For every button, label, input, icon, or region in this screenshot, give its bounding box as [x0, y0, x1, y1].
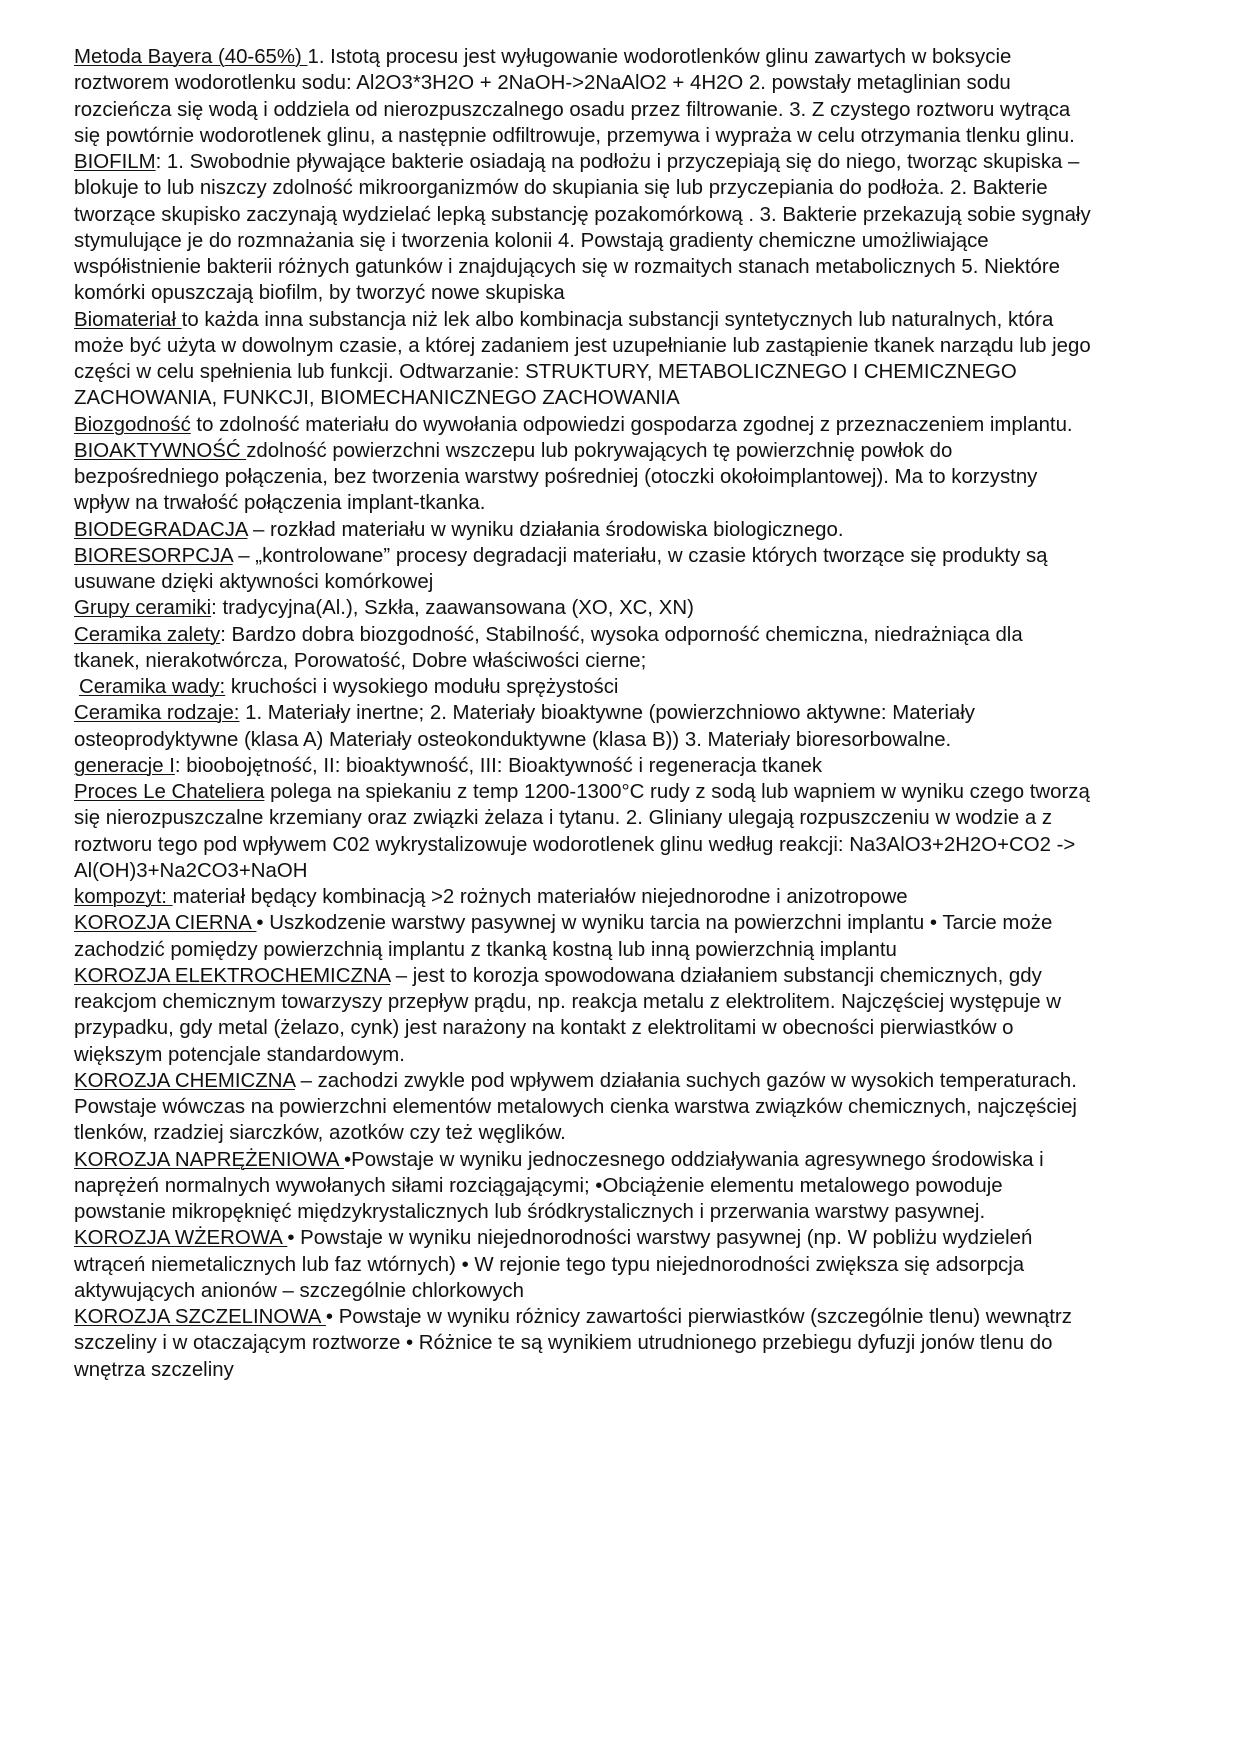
entry-generacje: [74, 753, 1094, 779]
entry-bioaktywnosc: [74, 438, 1094, 517]
entry-term: BIODEGRADACJA: [74, 518, 248, 541]
entry-term: Metoda Bayera (40-65%): [74, 46, 308, 68]
entry-term: KOROZJA WŻEROWA: [74, 1227, 288, 1250]
entry-body: – rozkład materiału w wyniku działania środowiska biologicznego.: [247, 518, 844, 541]
entry-biomaterial: [74, 307, 1094, 412]
entry-term: KOROZJA ELEKTROCHEMICZNA: [74, 964, 391, 987]
document-page: [74, 44, 1094, 1383]
entry-bioresorpcja: [74, 543, 1094, 596]
entry-korozja-szczelinowa: [74, 1304, 1094, 1383]
entry-kompozyt: [74, 884, 1094, 910]
entry-body: – „kontrolowane” procesy degradacji materiału, w czasie których tworzące się produkty są usuwane dzięki aktywności komórkowej: [74, 544, 1048, 593]
entry-body: • Powstaje w wyniku różnicy zawartości pierwiastków (szczególnie tlenu) wewnątrz szczeliny i w otaczającym roztworze • Różnice te są wynikiem utrudnionego przebiegu dyfuzji jonów tlenu do wnętrza szczeliny: [74, 1306, 1072, 1381]
entry-body: materiał będący kombinacją >2 rożnych materiałów niejednorodne i anizotropowe: [172, 886, 908, 908]
entry-term: generacje I: [74, 754, 175, 777]
entry-body: 1. Istotą procesu jest wyługowanie wodorotlenków glinu zawartych w boksycie roztworem wodorotlenku sodu: Al2O3*3H2O + 2NaOH->2NaAlO2 + 4H2O 2. powstały metaglinian sodu rozcieńcza się wodą i oddziela od nierozpuszczalnego osadu przez filtrowanie. 3. Z czystego roztworu wytrąca się powtórnie wodorotlenek glinu, a następnie odfiltrowuje, przemywa i wypraża w celu otrzymania tlenku glinu.: [74, 46, 1075, 147]
entry-body: : bioobojętność, II: bioaktywność, III: Bioaktywność i regeneracja tkanek: [174, 754, 823, 777]
entry-body: polega na spiekaniu z temp 1200-1300°C rudy z sodą lub wapniem w wyniku czego tworzą się nierozpuszczalne krzemiany oraz związki żelaza i tytanu. 2. Gliniany ulegają rozpuszczeniu w wodzie a z roztworu tego pod wpływem C02 wykrystalizowuje wodorotlenek glinu według reakcji: Na3AlO3+2H2O+CO2 -> Al(OH)3+Na2CO3+NaOH: [74, 781, 1090, 882]
entry-term: Ceramika rodzaje:: [74, 702, 240, 725]
entry-korozja-naprezeniowa: [74, 1147, 1094, 1226]
entry-body: zdolność powierzchni wszczepu lub pokrywających tę powierzchnię powłok do bezpośredniego połączenia, bez tworzenia warstwy pośredniej (otoczki okołoimplantowej). Ma to korzystny wpływ na trwałość połączenia implant-tkanka.: [74, 439, 1038, 515]
entry-body: • Uszkodzenie warstwy pasywnej w wyniku tarcia na powierzchni implantu • Tarcie może zachodzić pomiędzy powierzchnią implantu z tkanką kostną lub inną powierzchnią implantu: [74, 912, 1053, 961]
entry-body: to każda inna substancja niż lek albo kombinacja substancji syntetycznych lub naturalnych, która może być użyta w dowolnym czasie, a której zadaniem jest uzupełnianie lub zastąpienie tkanek narządu lub jego części w celu spełnienia lub funkcji. Odtwarzanie: STRUKTURY, METABOLICZNEGO I CHEMICZNEGO ZACHOWANIA, FUNKCJI, BIOMECHANICZNEGO ZACHOWANIA: [74, 308, 1091, 410]
entry-korozja-elektrochemiczna: [74, 963, 1094, 1068]
entry-body: kruchości i wysokiego modułu sprężystości: [225, 676, 619, 698]
entry-term: KOROZJA NAPRĘŻENIOWA: [74, 1148, 345, 1171]
entry-term: KOROZJA CIERNA: [74, 912, 257, 935]
entry-body: to zdolność materiału do wywołania odpowiedzi gospodarza zgodnej z przeznaczeniem implantu.: [190, 413, 1073, 436]
entry-korozja-wzerowa: [74, 1225, 1094, 1304]
entry-grupy-ceramiki: [74, 595, 1094, 621]
entry-proces-le-chateliera: [74, 779, 1094, 884]
entry-biodegradacja: [74, 517, 1094, 543]
entry-korozja-cierna: [74, 910, 1094, 963]
entry-body: 1. Materiały inertne; 2. Materiały bioaktywne (powierzchniowo aktywne: Materiały osteoprodyktywne (klasa A) Materiały osteokonduktywne (klasa B)) 3. Materiały bioresorbowalne.: [74, 702, 975, 751]
entry-term: Biozgodność: [74, 413, 191, 436]
entry-term: KOROZJA SZCZELINOWA: [74, 1306, 326, 1328]
entry-metoda-bayera: [74, 44, 1094, 149]
entry-term: Ceramika zalety: [74, 623, 221, 646]
entry-body: • Powstaje w wyniku niejednorodności warstwy pasywnej (np. W pobliżu wydzieleń wtrąceń niemetalicznych lub faz wtórnych) • W rejonie tego typu niejednorodności zwiększa się adsorpcja aktywujących anionów – szczególnie chlorkowych: [74, 1227, 1033, 1302]
entry-ceramika-rodzaje: [74, 700, 1094, 753]
entry-term: Ceramika wady:: [79, 676, 226, 698]
entry-term: Biomateriał: [74, 308, 182, 331]
entry-term: KOROZJA CHEMICZNA: [74, 1069, 295, 1092]
entry-term: Proces Le Chateliera: [74, 781, 265, 803]
entry-body: – zachodzi zwykle pod wpływem działania suchych gazów w wysokich temperaturach. Powstaje wówczas na powierzchni elementów metalowych cienka warstwa związków chemicznych, najczęściej tlenków, rzadziej siarczków, azotków czy też węglików.: [74, 1069, 1077, 1145]
entry-biofilm: [74, 149, 1094, 307]
entry-body: : 1. Swobodnie pływające bakterie osiadają na podłożu i przyczepiają się do niego, tworząc skupiska – blokuje to lub niszczy zdolność mikroorganizmów do skupiania się lub przyczepiania do podłoża. 2. Bakterie tworzące skupisko zaczynają wydzielać lepką substancję pozakomórkową . 3. Bakterie przekazują sobie sygnały stymulujące je do rozmnażania się i tworzenia kolonii 4. Powstają gradienty chemiczne umożliwiające współistnienie bakterii różnych gatunków i znajdujących się w rozmaitych stanach metabolicznych 5. Niektóre komórki opuszczają biofilm, by tworzyć nowe skupiska: [74, 151, 1091, 305]
entry-korozja-chemiczna: [74, 1068, 1094, 1147]
entry-body: •Powstaje w wyniku jednoczesnego oddziaływania agresywnego środowiska i naprężeń normalnych wywołanych siłami rozciągającymi; •Obciążenie elementu metalowego powoduje powstanie mikropęknięć międzykrystalicznych lub śródkrystalicznych i przerwania warstwy pasywnej.: [74, 1148, 1044, 1223]
entry-body: : tradycyjna(Al.), Szkła, zaawansowana (XO, XC, XN): [211, 597, 694, 620]
entry-ceramika-zalety: [74, 622, 1094, 675]
entry-term: Grupy ceramiki: [74, 597, 212, 620]
entry-biozgodnosc: [74, 412, 1094, 438]
entry-term: kompozyt:: [74, 886, 173, 908]
entry-term: BIOFILM: [74, 151, 156, 173]
entry-body: – jest to korozja spowodowana działaniem substancji chemicznych, gdy reakcjom chemicznym towarzyszy przepływ prądu, np. reakcja metalu z elektrolitem. Najczęściej występuje w przypadku, gdy metal (żelazo, cynk) jest narażony na kontakt z elektrolitami w obecności pierwiastków o większym potencjale standardowym.: [74, 964, 1062, 1066]
entry-term: BIORESORPCJA: [74, 544, 233, 567]
entry-body: : Bardzo dobra biozgodność, Stabilność, wysoka odporność chemiczna, niedrażniąca dla tkanek, nierakotwórcza, Porowatość, Dobre właściwości cierne;: [74, 623, 1023, 672]
entry-term: BIOAKTYWNOŚĆ: [74, 439, 247, 462]
entry-ceramika-wady: [74, 674, 1094, 700]
